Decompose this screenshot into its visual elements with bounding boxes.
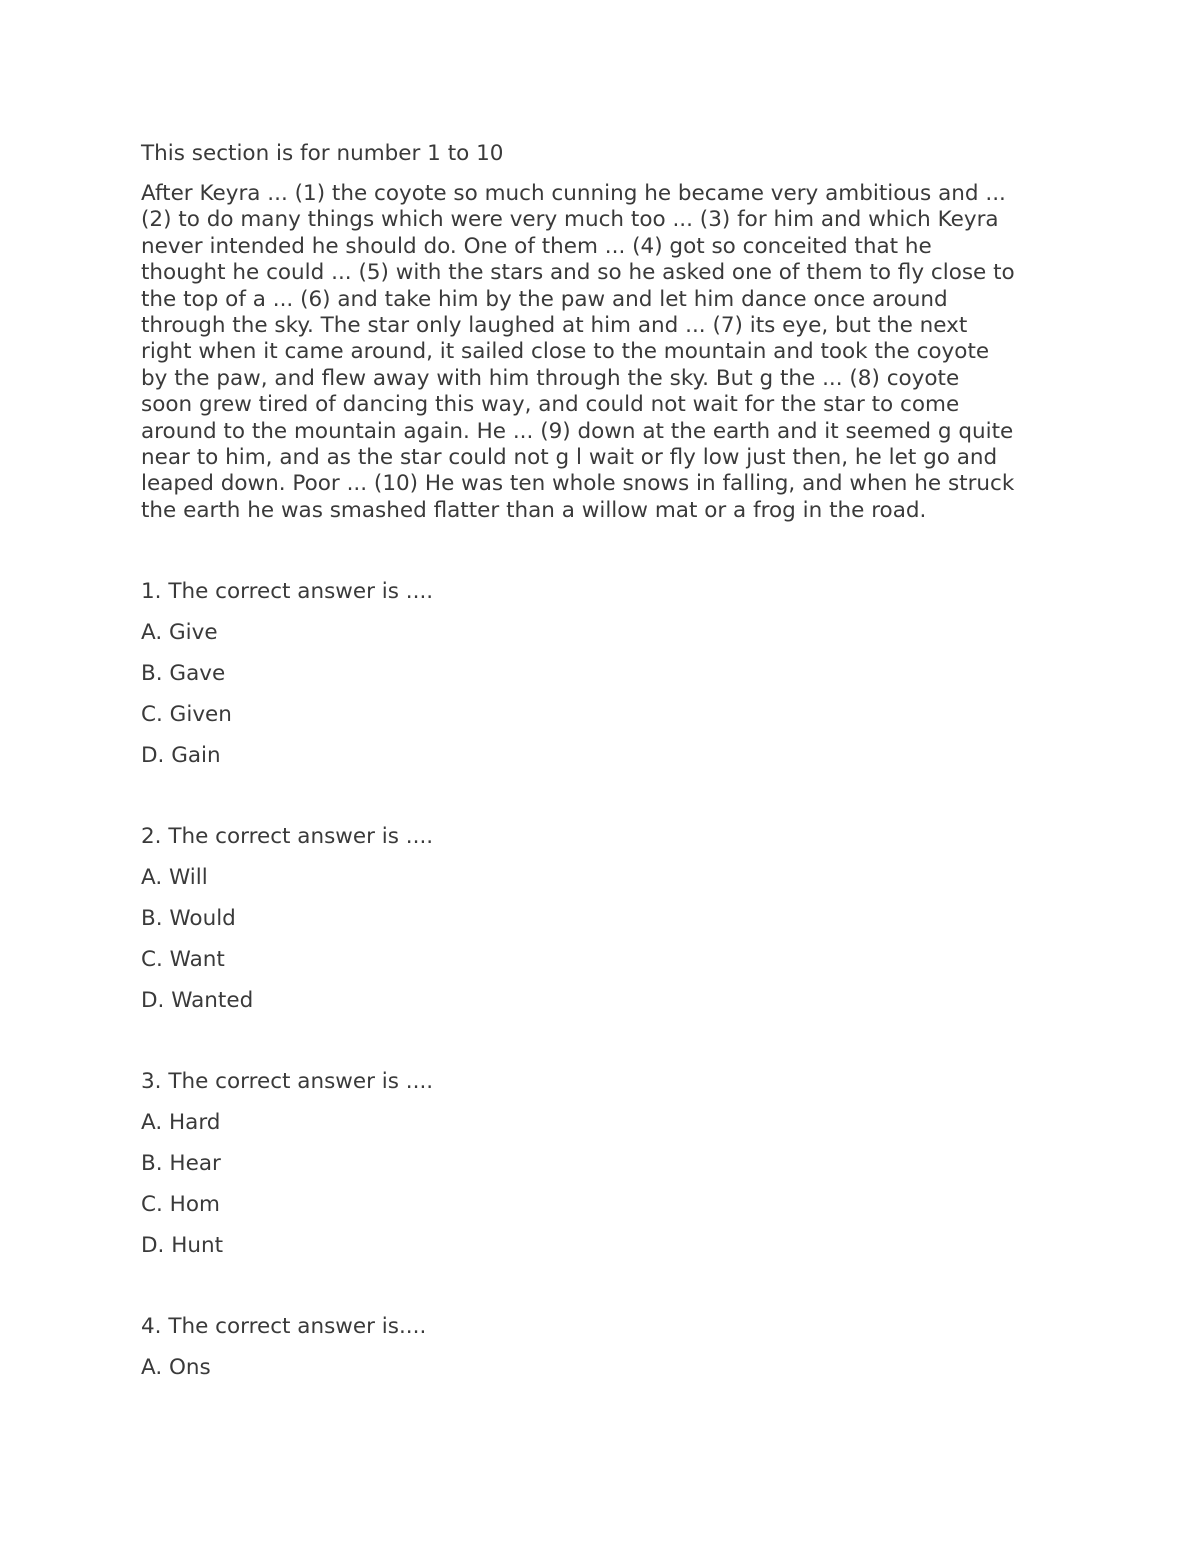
passage-line: (2) to do many things which were very much too ... (3) for him and which Keyra xyxy=(141,207,999,233)
answer-option-c: C. Want xyxy=(141,947,225,973)
passage-line: After Keyra ... (1) the coyote so much cunning he became very ambitious and ... xyxy=(141,181,1006,206)
passage-line: around to the mountain again. He ... (9) down at the earth and it seemed g quite xyxy=(141,418,1014,444)
question-4 xyxy=(141,1313,1071,1382)
passage xyxy=(141,181,1071,524)
passage-line: near to him, and as the star could not g l wait or fly low just then, he let go and xyxy=(141,445,998,471)
question-3 xyxy=(141,1068,1071,1260)
answer-option-a: A. Hard xyxy=(141,1110,221,1136)
section-title: This section is for number 1 to 10 xyxy=(141,141,504,166)
question-stem: 4. The correct answer is.... xyxy=(141,1314,427,1340)
answer-option-c: C. Given xyxy=(141,702,232,728)
question-list xyxy=(141,578,1071,1382)
passage-line: right when it came around, it sailed close to the mountain and took the coyote xyxy=(141,339,990,365)
answer-option-a: A. Ons xyxy=(141,1355,211,1381)
question-stem: 3. The correct answer is .... xyxy=(141,1069,434,1095)
answer-option-c: C. Hom xyxy=(141,1192,220,1218)
question-1 xyxy=(141,578,1071,770)
answer-option-b: B. Hear xyxy=(141,1151,221,1177)
passage-line: soon grew tired of dancing this way, and could not wait for the star to come xyxy=(141,392,960,418)
answer-option-d: D. Hunt xyxy=(141,1233,224,1259)
question-stem: 2. The correct answer is .... xyxy=(141,824,434,850)
passage-line: the earth he was smashed flatter than a willow mat or a frog in the road. xyxy=(141,497,927,523)
answer-option-a: A. Give xyxy=(141,620,218,646)
passage-line: never intended he should do. One of them ... (4) got so conceited that he xyxy=(141,233,932,259)
question-stem: 1. The correct answer is .... xyxy=(141,579,434,605)
answer-option-b: B. Would xyxy=(141,906,236,932)
answer-option-d: D. Gain xyxy=(141,743,221,769)
answer-option-a: A. Will xyxy=(141,865,208,891)
answer-option-d: D. Wanted xyxy=(141,988,254,1014)
document-page xyxy=(141,140,1071,1435)
passage-line: leaped down. Poor ... (10) He was ten whole snows in falling, and when he struck xyxy=(141,471,1015,497)
answer-option-b: B. Gave xyxy=(141,661,226,687)
question-2 xyxy=(141,823,1071,1015)
passage-line: thought he could ... (5) with the stars and so he asked one of them to fly close to xyxy=(141,260,1015,286)
passage-line: through the sky. The star only laughed at him and ... (7) its eye, but the next xyxy=(141,313,968,339)
passage-line: the top of a ... (6) and take him by the paw and let him dance once around xyxy=(141,286,948,312)
passage-line: by the paw, and flew away with him through the sky. But g the ... (8) coyote xyxy=(141,365,960,391)
